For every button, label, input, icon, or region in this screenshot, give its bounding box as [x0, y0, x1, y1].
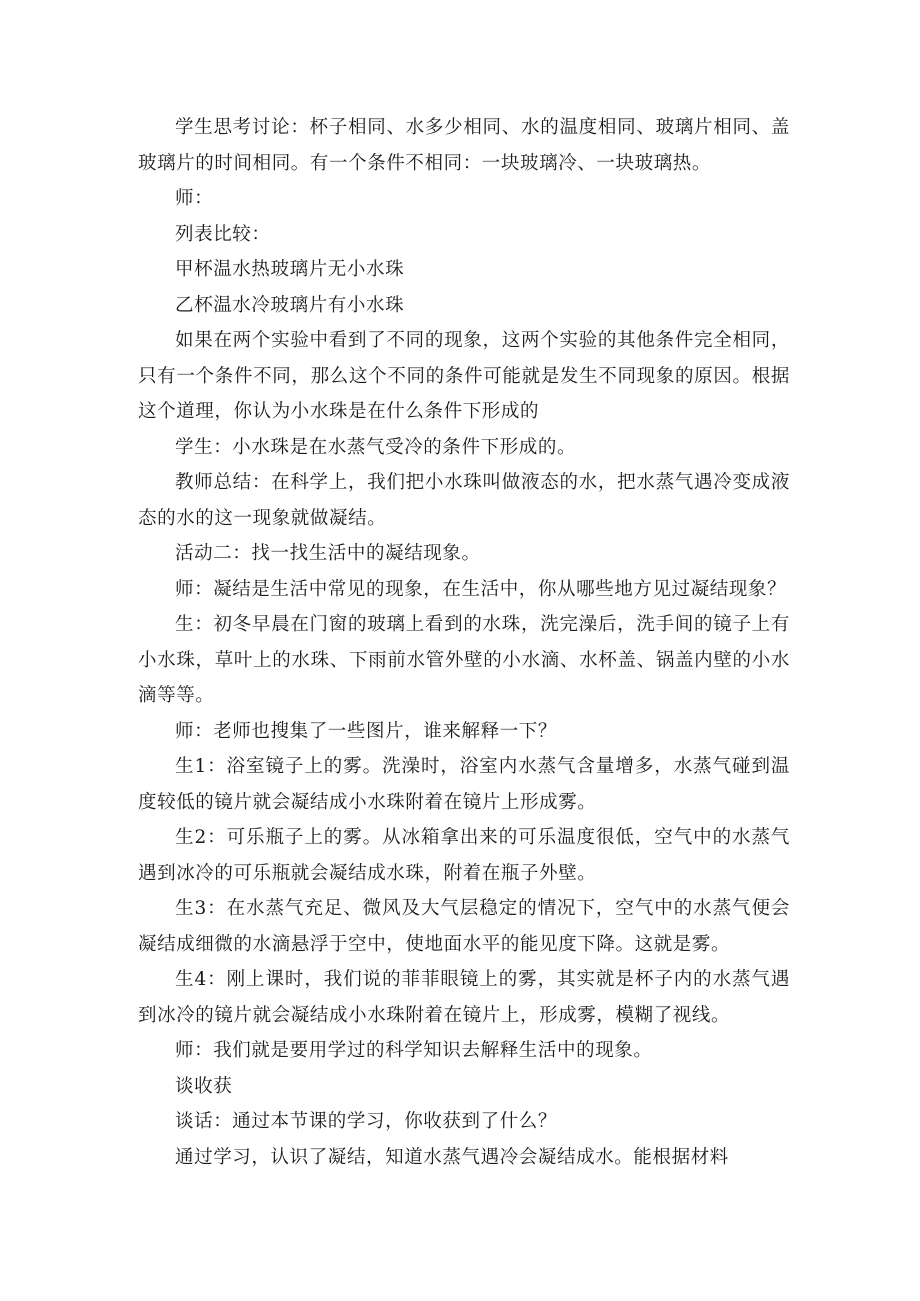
paragraph: 生：初冬早晨在门窗的玻璃上看到的水珠，洗完澡后，洗手间的镜子上有小水珠，草叶上的水珠、下雨前水管外壁的小水滴、水杯盖、锅盖内壁的小水滴等等。	[138, 614, 790, 706]
paragraph: 生2：可乐瓶子上的雾。从冰箱拿出来的可乐温度很低，空气中的水蒸气遇到冰冷的可乐瓶就会凝结成水珠，附着在瓶子外壁。	[138, 827, 790, 884]
paragraph: 师：老师也搜集了一些图片，谁来解释一下？	[175, 720, 558, 742]
paragraph: 学生思考讨论：杯子相同、水多少相同、水的温度相同、玻璃片相同、盖玻璃片的时间相同。有一个条件不相同：一块玻璃冷、一块玻璃热。	[138, 117, 790, 174]
paragraph: 师：	[175, 188, 214, 209]
paragraph: 师：我们就是要用学过的科学知识去解释生活中的现象。	[175, 1040, 653, 1061]
paragraph: 谈收获	[175, 1075, 233, 1097]
paragraph: 如果在两个实验中看到了不同的现象，这两个实验的其他条件完全相同，只有一个条件不同，那么这个不同的条件可能就是发生不同现象的原因。根据这个道理，你认为小水珠是在什么条件下形成的	[138, 330, 790, 422]
paragraph: 生1：浴室镜子上的雾。洗澡时，浴室内水蒸气含量增多，水蒸气碰到温度较低的镜片就会凝结成小水珠附着在镜片上形成雾。	[138, 756, 790, 813]
paragraph: 生3：在水蒸气充足、微风及大气层稳定的情况下，空气中的水蒸气便会凝结成细微的水滴悬浮于空中，使地面水平的能见度下降。这就是雾。	[138, 898, 790, 955]
paragraph: 师：凝结是生活中常见的现象，在生活中，你从哪些地方见过凝结现象？	[175, 578, 787, 600]
paragraph: 教师总结：在科学上，我们把小水珠叫做液态的水，把水蒸气遇冷变成液态的水的这一现象就做凝结。	[138, 472, 790, 529]
paragraph: 通过学习，认识了凝结，知道水蒸气遇冷会凝结成水。能根据材料	[175, 1146, 729, 1168]
paragraph: 乙杯温水冷玻璃片有小水珠	[175, 294, 405, 316]
paragraph: 谈话：通过本节课的学习，你收获到了什么？	[175, 1111, 558, 1132]
paragraph: 甲杯温水热玻璃片无小水珠	[175, 259, 405, 280]
document-body	[138, 110, 790, 1175]
paragraph: 生4：刚上课时，我们说的菲菲眼镜上的雾，其实就是杯子内的水蒸气遇到冰冷的镜片就会凝结成小水珠附着在镜片上，形成雾，模糊了视线。	[138, 969, 790, 1026]
paragraph: 学生：小水珠是在水蒸气受冷的条件下形成的。	[175, 436, 577, 458]
paragraph: 列表比较：	[175, 223, 271, 245]
paragraph: 活动二：找一找生活中的凝结现象。	[175, 543, 481, 564]
